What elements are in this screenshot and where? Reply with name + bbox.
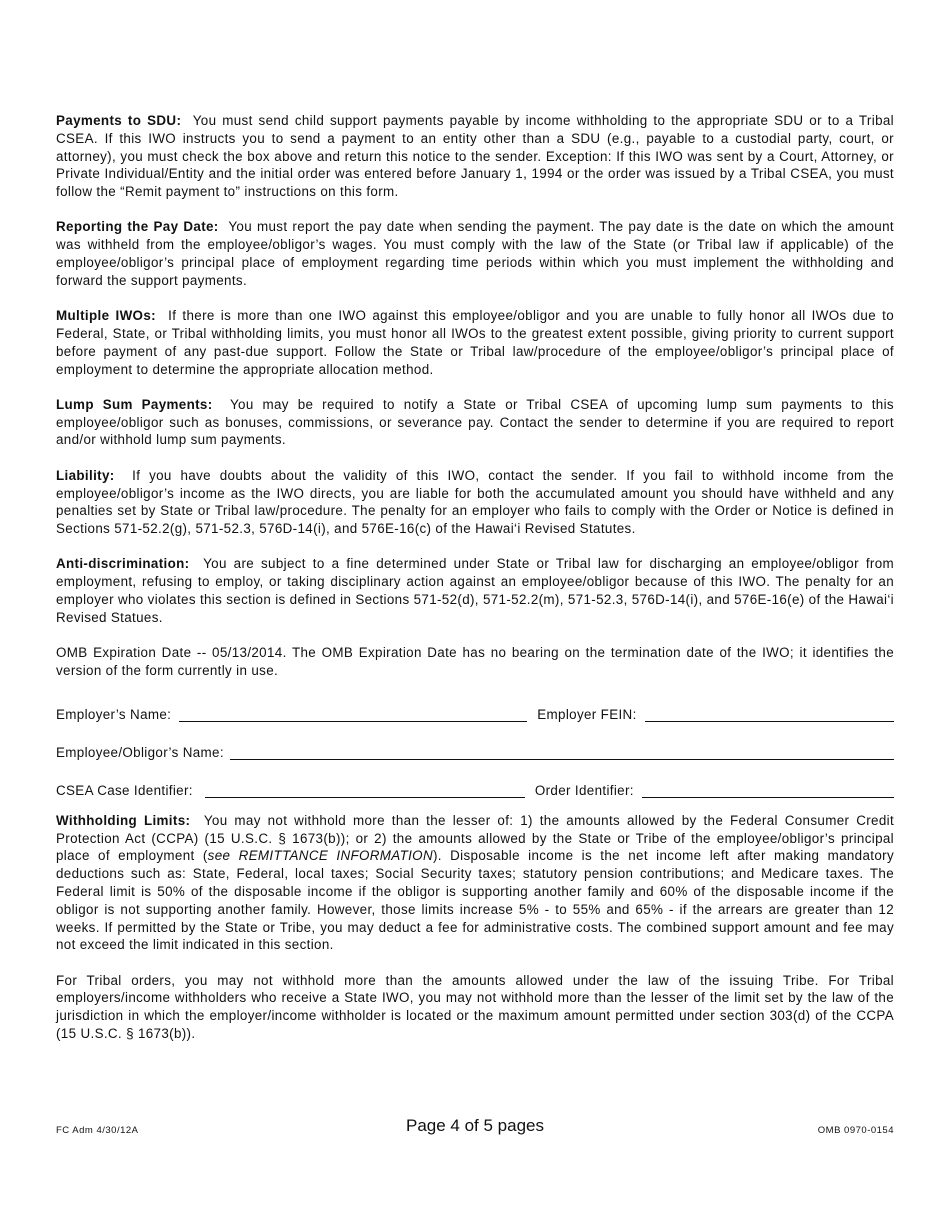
multiple-iwos-paragraph <box>56 307 894 378</box>
anti-discrimination-text: You are subject to a fine determined under State or Tribal law for discharging an employee/obligor from employment, refusing to employ, or taking disciplinary action against an employee/obligor because of this IWO. The penalty for an employer who violates this section is defined in Sections 571-52(d), 571-52.2(m), 571-52.3, 576D-14(i), and 576E-16(e) of the Hawai‘i Revised Statues. <box>56 556 895 625</box>
liability-text: If you have doubts about the validity of this IWO, contact the sender. If you fail to withhold income from the employee/obligor’s income as the IWO directs, you are liable for both the accumulated amount you should have withheld and any penalties set by State or Tribal law/procedure. The penalty for an employer who fails to comply with the Order or Notice is defined in Sections 571-52.2(g), 571-52.3, 576D-14(i), and 576E-16(c) of the Hawai‘i Revised Statutes. <box>56 467 894 537</box>
employee-name-row <box>56 740 894 760</box>
withholding-limits-italic: see REMITTANCE INFORMATION <box>207 848 433 864</box>
case-order-row <box>56 778 894 798</box>
omb-expiration-paragraph: OMB Expiration Date -- 05/13/2014. The OMB Expiration Date has no bearing on the termination date of the IWO; it identifies the version of the form currently in use. <box>56 645 894 678</box>
form-code: FC Adm 4/30/12A <box>56 1125 139 1136</box>
payments-to-sdu-heading: Payments to SDU: <box>56 113 182 128</box>
multiple-iwos-heading: Multiple IWOs: <box>56 308 156 324</box>
page-footer <box>56 1116 894 1140</box>
anti-discrimination-heading: Anti-discrimination: <box>56 556 190 572</box>
reporting-pay-date-heading: Reporting the Pay Date: <box>56 219 219 235</box>
employer-fein-label: Employer FEIN: <box>537 706 637 722</box>
payments-to-sdu-text: You must send child support payments payable by income withholding to the appropriate SDU or to a Tribal CSEA. If this IWO instructs you to send a payment to an entity other than a SDU (e.g., payable to a custodial party, court, or attorney), you must check the box above and return this notice to the sender. Exception: If this IWO was sent by a Court, Attorney, or Private Individual/Entity and the initial order was entered before January 1, 1994 or the order was issued by a Tribal CSEA, you must follow the “Remit payment to” instructions on this form. <box>56 113 894 200</box>
lump-sum-paragraph <box>56 396 894 449</box>
payments-to-sdu-paragraph <box>56 112 894 201</box>
reporting-pay-date-paragraph <box>56 218 894 289</box>
tribal-orders-paragraph: For Tribal orders, you may not withhold more than the amounts allowed under the law of the issuing Tribe. For Tribal employers/income withholders who receive a State IWO, you may not withhold more than the lesser of the limit set by the law of the jurisdiction in which the employer/income withholder is located or the maximum amount permitted under section 303(d) of the CCPA (15 U.S.C. § 1673(b)). <box>56 972 894 1041</box>
employer-fields-row <box>56 702 894 722</box>
lump-sum-text: You may be required to notify a State or Tribal CSEA of upcoming lump sum payments to this employee/obligor such as bonuses, commissions, or severance pay. Contact the sender to determine if you are required to report and/or withhold lump sum payments. <box>56 396 894 448</box>
csea-case-field[interactable] <box>205 782 525 798</box>
document-page <box>56 112 894 1060</box>
omb-number: OMB 0970-0154 <box>817 1125 894 1136</box>
withholding-limits-paragraph <box>56 812 894 954</box>
lump-sum-heading: Lump Sum Payments: <box>56 396 213 412</box>
employer-name-label: Employer’s Name: <box>56 706 172 722</box>
withholding-limits-heading: Withholding Limits: <box>56 812 191 828</box>
order-identifier-field[interactable] <box>642 782 894 798</box>
reporting-pay-date-text: You must report the pay date when sending the payment. The pay date is the date on which the amount was withheld from the employee/obligor’s wages. You must comply with the law of the State (or Tribal law if applicable) of the employee/obligor’s principal place of employment regarding time periods within which you must implement the withholding and forward the support payments. <box>56 219 894 288</box>
employee-name-label: Employee/Obligor’s Name: <box>56 744 224 760</box>
order-identifier-label: Order Identifier: <box>534 782 634 798</box>
liability-paragraph <box>56 467 894 538</box>
liability-heading: Liability: <box>56 467 115 483</box>
employer-fein-field[interactable] <box>645 706 894 722</box>
employee-name-field[interactable] <box>230 744 894 760</box>
anti-discrimination-paragraph <box>56 555 894 626</box>
withholding-limits-text-1: You may not withhold more than the lesser of: 1) the amounts allowed by the Federal Consumer Credit Protection Act (CCPA) (15 U.S.C. § 1673(b)); or 2) the amounts allowed by the State or Tribe of the employee/obligor’s principal place of employment ( <box>56 812 895 864</box>
csea-case-label: CSEA Case Identifier: <box>56 782 193 798</box>
withholding-limits-text-2: ). Disposable income is the net income left after making mandatory deductions such as: State, Federal, local taxes; Social Security taxes; statutory pension contributions; and Medicare taxes. The Federal limit is 50% of the disposable income if the obligor is supporting another family and 60% of the disposable income if the obligor is not supporting another family. However, those limits increase 5% - to 55% and 65% - if the arrears are greater than 12 weeks. If permitted by the State or Tribe, you may deduct a fee for administrative costs. The combined support amount and fee may not exceed the limit indicated in this section. <box>56 848 894 953</box>
page-number: Page 4 of 5 pages <box>405 1116 544 1135</box>
multiple-iwos-text: If there is more than one IWO against this employee/obligor and you are unable to fully honor all IWOs due to Federal, State, or Tribal withholding limits, you must honor all IWOs to the greatest extent possible, giving priority to current support before payment of any past-due support. Follow the State or Tribal law/procedure of the employee/obligor’s principal place of employment to determine the appropriate allocation method. <box>56 308 894 377</box>
employer-name-field[interactable] <box>179 706 527 722</box>
